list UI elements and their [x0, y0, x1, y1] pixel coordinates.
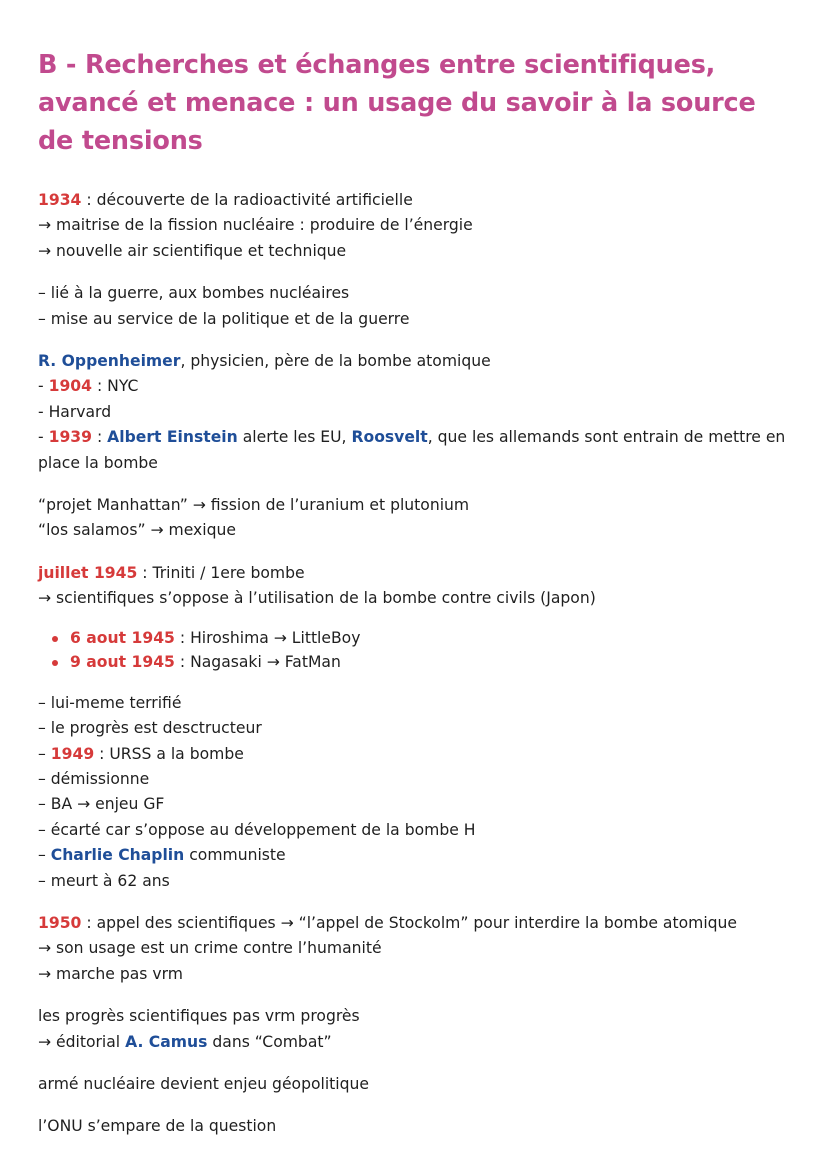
note-line	[38, 1030, 798, 1055]
block-manhattan	[38, 493, 798, 544]
note-line: – démissionne	[38, 769, 150, 788]
note-line: → scientifiques s’oppose à l’utilisation de la bombe contre civils (Japon)	[38, 589, 596, 608]
note-line: - Harvard	[38, 402, 112, 421]
note-line: → son usage est un crime contre l’humanité	[38, 939, 382, 958]
block-camus	[38, 1004, 798, 1055]
note-line: les progrès scientifiques pas vrm progrès	[38, 1007, 360, 1026]
note-text: dans “Combat”	[207, 1032, 332, 1051]
note-line: l’ONU s’empare de la question	[38, 1117, 277, 1136]
note-line	[38, 742, 798, 767]
note-text: –	[38, 846, 51, 865]
block-oppenheimer	[38, 349, 798, 476]
person-name: Albert Einstein	[107, 428, 238, 447]
note-line	[38, 349, 798, 374]
note-line: → marche pas vrm	[38, 964, 183, 983]
block-radioactivity	[38, 188, 798, 264]
date-highlight: 1950	[38, 913, 82, 932]
block-trinity	[38, 561, 798, 612]
date-highlight: 1904	[48, 377, 92, 396]
document-page	[38, 46, 798, 1157]
block-geopolitics	[38, 1072, 798, 1097]
note-line: → nouvelle air scientifique et technique	[38, 241, 347, 260]
note-text: : Triniti / 1ere bombe	[137, 563, 305, 582]
bombings-list	[38, 626, 798, 674]
note-text: , physicien, père de la bombe atomique	[180, 352, 491, 371]
note-line	[38, 374, 798, 399]
note-text: –	[38, 744, 51, 763]
note-line: – lié à la guerre, aux bombes nucléaires	[38, 284, 350, 303]
note-text: :	[92, 428, 108, 447]
note-line: – lui-meme terrifié	[38, 693, 182, 712]
note-line	[38, 561, 798, 586]
note-text: : découverte de la radioactivité artificielle	[81, 191, 413, 209]
note-line: “projet Manhattan” → fission de l’uranium et plutonium	[38, 496, 470, 515]
note-line: → maitrise de la fission nucléaire : produire de l’énergie	[38, 216, 473, 235]
note-line	[38, 425, 798, 476]
date-highlight: 1934	[38, 191, 82, 209]
note-line	[38, 843, 798, 868]
person-name: Roosvelt	[351, 428, 428, 447]
note-text: alerte les EU,	[237, 428, 352, 447]
block-onu	[38, 1114, 798, 1139]
block-aftermath	[38, 691, 798, 894]
date-highlight: 9 aout 1945	[70, 652, 175, 671]
block-war-link	[38, 281, 798, 332]
note-line: – le progrès est desctructeur	[38, 719, 262, 738]
date-highlight: juillet 1945	[38, 563, 138, 582]
bullet-dot-icon	[52, 636, 58, 642]
section-title: B - Recherches et échanges entre scientifiques, avancé et menace : un usage du savoir à la source de tensions	[38, 50, 756, 156]
note-line: – BA → enjeu GF	[38, 795, 165, 814]
list-item	[38, 650, 798, 674]
note-text: , que les allemands sont entrain de mettre en place la bombe	[38, 428, 786, 472]
note-text: : NYC	[92, 377, 139, 396]
note-text: : Nagasaki → FatMan	[174, 652, 341, 671]
note-text: : Hiroshima → LittleBoy	[174, 628, 361, 647]
note-text: : appel des scientifiques → “l’appel de Stockolm” pour interdire la bombe atomique	[81, 913, 738, 932]
bullet-dot-icon	[52, 660, 58, 666]
list-item	[38, 626, 798, 650]
note-line: – meurt à 62 ans	[38, 871, 170, 890]
note-line	[38, 188, 798, 213]
note-text: : URSS a la bombe	[94, 744, 244, 763]
note-text: communiste	[184, 846, 286, 865]
note-line: “los salamos” → mexique	[38, 521, 236, 540]
block-stockholm	[38, 911, 798, 987]
note-text: -	[38, 428, 49, 447]
note-line	[38, 911, 798, 936]
note-line: armé nucléaire devient enjeu géopolitique	[38, 1074, 370, 1093]
date-highlight: 6 aout 1945	[70, 628, 175, 647]
note-line: – mise au service de la politique et de la guerre	[38, 309, 410, 328]
note-text: -	[38, 377, 49, 396]
note-line: – écarté car s’oppose au développement de la bombe H	[38, 820, 476, 839]
note-text: → éditorial	[38, 1032, 126, 1051]
date-highlight: 1939	[48, 428, 92, 447]
person-name: A. Camus	[125, 1032, 208, 1051]
date-highlight: 1949	[50, 744, 95, 763]
person-name: Charlie Chaplin	[50, 846, 185, 865]
person-name: R. Oppenheimer	[38, 352, 181, 371]
